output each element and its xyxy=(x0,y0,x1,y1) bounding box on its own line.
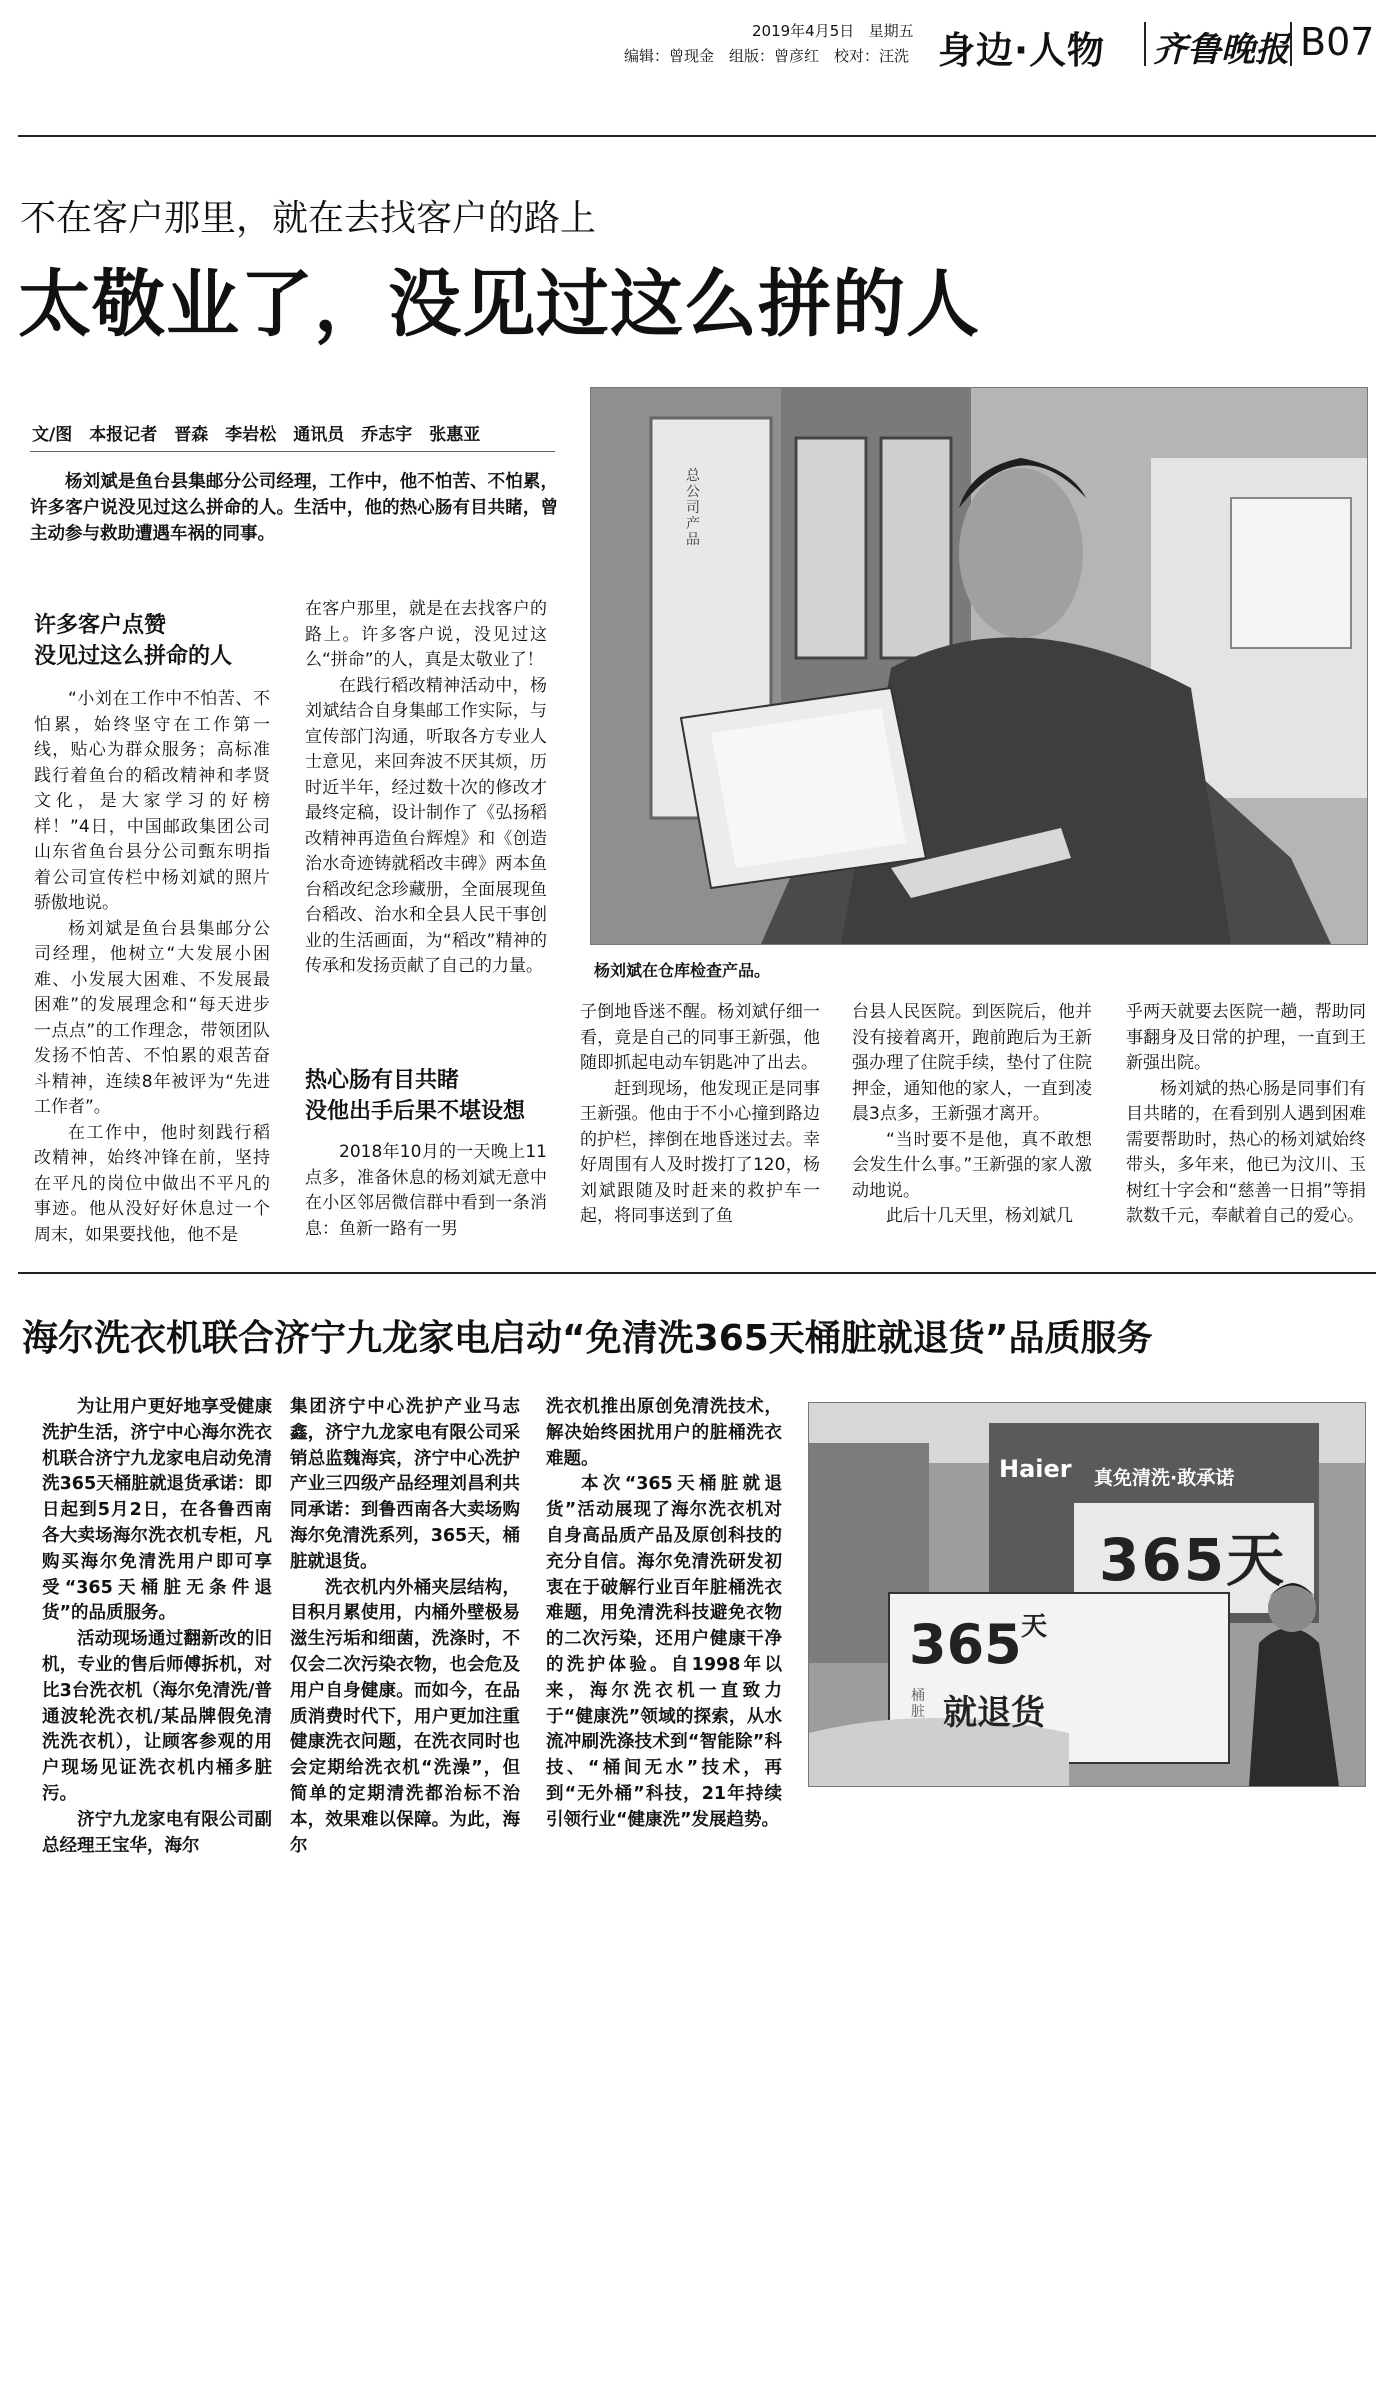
paragraph: 赶到现场，他发现正是同事王新强。他由于不小心撞到路边的护栏，摔倒在地昏迷过去。幸好周围有人及时拨打了120，杨刘斌跟随及时赶来的救护车一起，将同事送到了鱼 xyxy=(580,1078,820,1226)
paragraph: 子倒地昏迷不醒。杨刘斌仔细一看，竟是自己的同事王新强，他随即抓起电动车钥匙冲了出去。 xyxy=(580,1002,820,1073)
subhead-line: 没他出手后果不堪设想 xyxy=(305,1099,526,1124)
paragraph: 此后十几天里，杨刘斌几 xyxy=(886,1206,1073,1226)
column-2-bottom xyxy=(305,1140,547,1242)
paragraph: 为让用户更好地享受健康洗护生活，济宁中心海尔洗衣机联合济宁九龙家电启动免清洗365天桶脏就退货承诺：即日起到5月2日，在各鲁西南各大卖场海尔洗衣机专柜，凡购买海尔免清洗用户即可享受“365天桶脏无条件退货”的品质服务。 xyxy=(42,1397,272,1624)
paragraph: 杨刘斌的热心肠是同事们有目共睹的，在看到别人遇到困难需要帮助时，热心的杨刘斌始终带头，多年来，他已为汶川、玉树红十字会和“慈善一日捐”等捐款数千元，奉献着自己的爱心。 xyxy=(1126,1078,1366,1226)
section-title: 身边·人物 xyxy=(938,29,1106,72)
masthead-editors: 编辑：曾现金 组版：曾彦红 校对：汪洗 xyxy=(624,47,910,65)
weekday: 星期五 xyxy=(868,22,914,40)
column-1 xyxy=(34,687,270,1248)
paragraph: 洗衣机内外桶夹层结构，目积月累使用，内桶外壁极易滋生污垢和细菌，洗涤时，不仅会二次污染衣物，也会危及用户自身健康。而如今，在品质消费时代下，用户更加注重健康洗衣问题，在洗衣同时也会定期给洗衣机“洗澡”，但简单的定期清洗都治标不治本，效果难以保障。为此，海尔 xyxy=(290,1577,520,1856)
board-365 xyxy=(909,1613,1089,1743)
paragraph: 在践行稻改精神活动中，杨刘斌结合自身集邮工作实际，与宣传部门沟通，听取各方专业人士意见，来回奔波不厌其烦，历时近半年，经过数十次的修改才最终定稿，设计制作了《弘扬稻改精神再造鱼台辉煌》和《创造治水奇迹铸就稻改丰碑》两本鱼台稻改纪念珍藏册，全面展现鱼台稻改、治水和全县人民干事创业的生活画面，为“稻改”精神的传承和发扬贡献了自己的力量。 xyxy=(305,675,547,976)
subhead-line: 许多客户点赞 xyxy=(34,613,167,638)
board-tag: 桶脏 xyxy=(911,1688,925,1720)
paragraph: “当时要不是他，真不敢想会发生什么事。”王新强的家人激动地说。 xyxy=(852,1129,1092,1201)
subhead-1 xyxy=(34,610,284,672)
subhead-line: 热心肠有目共睹 xyxy=(305,1068,460,1093)
paragraph: “小刘在工作中不怕苦、不怕累，始终坚守在工作第一线，贴心为群众服务；高标准践行着鱼台的稻改精神和孝贤文化，是大家学习的好榜样！”4日，中国邮政集团公司山东省鱼台县分公司甄东明指着公司宣传栏中杨刘斌的照片骄傲地说。 xyxy=(34,689,270,913)
paragraph: 洗衣机推出原创免清洗技术，解决始终困扰用户的脏桶洗衣难题。 xyxy=(546,1397,782,1469)
paragraph: 本次“365天桶脏就退货”活动展现了海尔洗衣机对自身高品质产品及原创科技的充分自信。海尔免清洗研发初衷在于破解行业百年脏桶洗衣难题，用免清洗科技避免衣物的二次污染，还用户健康干净的洗护体验。自1998年以来，海尔洗衣机一直致力于“健康洗”领域的探索，从水流冲刷洗涤技术到“智能除”科技、“桶间无水”技术，再到“无外桶”科技，21年持续引领行业“健康洗”发展趋势。 xyxy=(546,1474,782,1830)
masthead-date xyxy=(752,20,914,41)
masthead-divider xyxy=(1144,22,1146,66)
story1-kicker: 不在客户那里，就在去找客户的路上 xyxy=(20,198,597,239)
story2-column-2 xyxy=(290,1395,520,1859)
story1-photo xyxy=(590,387,1368,945)
board-day: 天 xyxy=(1021,1612,1048,1642)
story2-column-3 xyxy=(546,1395,782,1834)
cabinet-label: 总公司产品 xyxy=(686,468,700,548)
column-4 xyxy=(852,1000,1092,1230)
paragraph: 集团济宁中心洗护产业马志鑫，济宁九龙家电有限公司采销总监魏海宾，济宁中心洗护产业三四级产品经理刘昌利共同承诺：到鲁西南各大卖场购海尔免清洗系列，365天，桶脏就退货。 xyxy=(290,1397,520,1572)
photo-brand: Haier xyxy=(999,1455,1072,1483)
page-number: B07 xyxy=(1300,20,1375,64)
paragraph: 乎两天就要去医院一趟，帮助同事翻身及日常的护理，一直到王新强出院。 xyxy=(1126,1002,1366,1073)
paragraph: 杨刘斌是鱼台县集邮分公司经理，他树立“大发展小困难、小发展大困难、不发展最困难”的发展理念和“每天进步一点点”的工作理念，带领团队发扬不怕苦、不怕累的艰苦奋斗精神，连续8年被评为“先进工作者”。 xyxy=(34,918,270,1117)
subhead-line: 没见过这么拼命的人 xyxy=(34,644,233,669)
story1-headline: 太敬业了，没见过这么拼的人 xyxy=(18,262,980,347)
story2-column-1 xyxy=(42,1395,272,1859)
photo-days: 365天 xyxy=(1099,1526,1287,1594)
masthead-divider xyxy=(1290,22,1292,66)
photo-banner: 真免清洗·敢承诺 xyxy=(1094,1467,1235,1489)
paragraph: 在客户那里，就是在去找客户的路上。许多客户说，没见过这么“拼命”的人，真是太敬业了！ xyxy=(305,599,547,670)
paragraph: 活动现场通过翻新改的旧机，专业的售后师傅拆机，对比3台洗衣机（海尔免清洗/普通波轮洗衣机/某品牌假免清洗洗衣机），让顾客参观的用户现场见证洗衣机内桶多脏污。 xyxy=(42,1629,272,1804)
story2-headline: 海尔洗衣机联合济宁九龙家电启动“免清洗365天桶脏就退货”品质服务 xyxy=(22,1318,1153,1359)
lead-paragraph xyxy=(30,470,558,547)
column-3 xyxy=(580,1000,820,1230)
column-2-top xyxy=(305,597,547,980)
masthead xyxy=(0,0,1394,75)
paragraph: 2018年10月的一天晚上11点多，准备休息的杨刘斌无意中在小区邻居微信群中看到一条消息：鱼新一路有一男 xyxy=(305,1142,547,1239)
byline: 文/图 本报记者 晋森 李岩松 通讯员 乔志宇 张惠亚 xyxy=(32,425,481,445)
story-separator xyxy=(18,1272,1376,1274)
paragraph: 济宁九龙家电有限公司副总经理王宝华，海尔 xyxy=(42,1809,272,1856)
masthead-rule xyxy=(18,135,1376,137)
column-5 xyxy=(1126,1000,1366,1230)
subhead-2 xyxy=(305,1065,565,1127)
date: 2019年4月5日 xyxy=(752,22,855,40)
story2-photo xyxy=(808,1402,1366,1787)
newspaper-logo: 齐鲁晚报 xyxy=(1153,30,1289,70)
byline-rule xyxy=(30,451,555,452)
paragraph: 在工作中，他时刻践行稻改精神，始终冲锋在前，坚持在平凡的岗位中做出不平凡的事迹。他从没好好休息过一个周末，如果要找他，他不是 xyxy=(34,1122,270,1245)
board-number: 365 xyxy=(909,1613,1022,1676)
board-text: 就退货 xyxy=(943,1693,1045,1733)
photo-caption: 杨刘斌在仓库检查产品。 xyxy=(594,961,771,980)
lead-text: 杨刘斌是鱼台县集邮分公司经理，工作中，他不怕苦、不怕累，许多客户说没见过这么拼命的人。生活中，他的热心肠有目共睹，曾主动参与救助遭遇车祸的同事。 xyxy=(30,472,558,544)
paragraph: 台县人民医院。到医院后，他并没有接着离开，跑前跑后为王新强办理了住院手续，垫付了住院押金，通知他的家人，一直到凌晨3点多，王新强才离开。 xyxy=(852,1002,1092,1124)
photo-man-with-album xyxy=(591,388,1367,944)
